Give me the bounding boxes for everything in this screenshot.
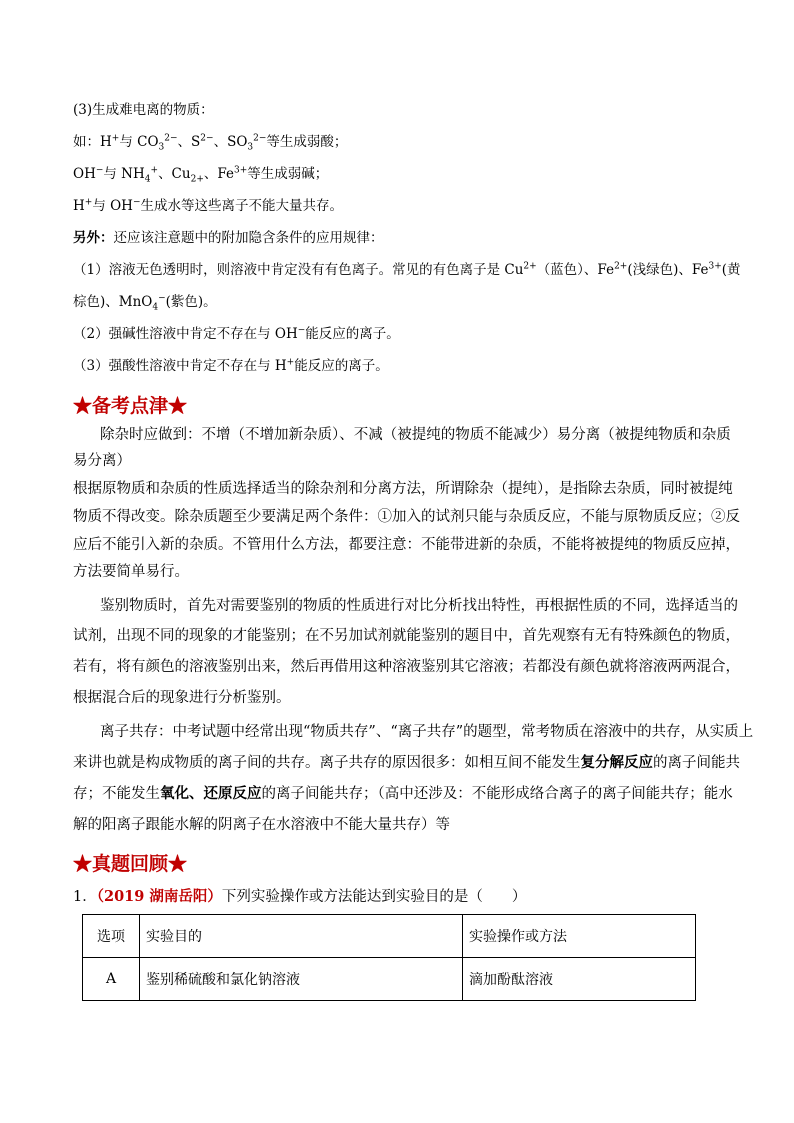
paragraph-line: 应后不能引入新的杂质。不管用什么方法，都要注意：不能带进新的杂质，不能将被提纯的物质反应掉， [73, 537, 740, 553]
text-line: (3)生成难电离的物质： [73, 102, 214, 118]
section-heading: ★真题回顾★ [73, 853, 188, 875]
question-source: （2019 湖南岳阳） [96, 888, 222, 905]
text-line: H+与 OH−生成水等这些离子不能大量共存。 [73, 197, 344, 214]
table-header-row [83, 915, 696, 958]
text-line: 如：H+与 $CO_3^{2-}$、$S^{2-}$、$SO_3^{2-}$等生成弱酸； [73, 133, 348, 153]
text-line: （1）溶液无色透明时，则溶液中肯定没有有色离子。常见的有色离子是 $Cu^{2+}$（蓝色）、$Fe^{2+}$(浅绿色)、$Fe^{3+}$(黄 [73, 261, 741, 278]
paragraph-line: 来讲也就是构成物质的离子间的共存。离子共存的原因很多：如相互间不能发生复分解反应的离子间能共 [73, 754, 740, 771]
paragraph-line: 解的阳离子跟能水解的阴离子在水溶液中不能大量共存）等 [73, 817, 450, 833]
table-cell: 滴加酚酞溶液 [463, 958, 696, 1001]
table-header-cell: 实验目的 [140, 915, 463, 958]
question-line: 1．（2019 湖南岳阳）下列实验操作或方法能达到实验目的是（ ） [73, 888, 527, 905]
paragraph-line: 若有，将有颜色的溶液鉴别出来，然后再借用这种溶液鉴别其它溶液；若都没有颜色就将溶液两两混合， [73, 659, 740, 675]
text-line: OH−与 $NH_4^+$、$Cu_{2+}$、$Fe^{3+}$等生成弱碱； [73, 165, 329, 185]
paragraph-line: 方法要简单易行。 [73, 564, 189, 580]
paragraph-line: 试剂，出现不同的现象的才能鉴别；在不另加试剂就能鉴别的题目中，首先观察有无有特殊颜色的物质， [73, 628, 740, 644]
text-line: （2）强碱性溶液中肯定不存在与 OH−能反应的离子。 [73, 325, 400, 342]
paragraph-line: 除杂时应做到：不增（不增加新杂质）、不减（被提纯的物质不能减少）易分离（被提纯物质和杂质 [100, 427, 731, 443]
section-heading: ★备考点津★ [73, 395, 188, 417]
paragraph-line: 根据混合后的现象进行分析鉴别。 [73, 690, 291, 706]
table-cell: 鉴别稀硫酸和氯化钠溶液 [140, 958, 463, 1001]
options-table [82, 914, 696, 1001]
table-header-cell: 实验操作或方法 [463, 915, 696, 958]
paragraph-line: 物质不得改变。除杂质题至少要满足两个条件：①加入的试剂只能与杂质反应，不能与原物质反应；②反 [73, 509, 740, 525]
paragraph-line: 存；不能发生氧化、还原反应的离子间能共存；（高中还涉及：不能形成络合离子的离子间能共存；能水 [73, 785, 733, 802]
text-line: 棕色)、MnO$_4$−(紫色)。 [73, 293, 217, 313]
paragraph-line: 易分离） [73, 453, 131, 469]
text-line: 另外：还应该注意题中的附加隐含条件的应用规律： [73, 230, 384, 246]
table-cell: A [83, 958, 140, 1001]
paragraph-line: 根据原物质和杂质的性质选择适当的除杂剂和分离方法，所谓除杂（提纯），是指除去杂质，同时被提纯 [73, 481, 733, 497]
paragraph-line: 鉴别物质时，首先对需要鉴别的物质的性质进行对比分析找出特性，再根据性质的不同，选择适当的 [100, 598, 738, 614]
table-row [83, 958, 696, 1001]
table-header-cell: 选项 [83, 915, 140, 958]
paragraph-line: 离子共存：中考试题中经常出现“物质共存”、“离子共存”的题型，常考物质在溶液中的共存，从实质上 [100, 724, 754, 740]
text-line: （3）强酸性溶液中肯定不存在与 H+能反应的离子。 [73, 357, 389, 374]
